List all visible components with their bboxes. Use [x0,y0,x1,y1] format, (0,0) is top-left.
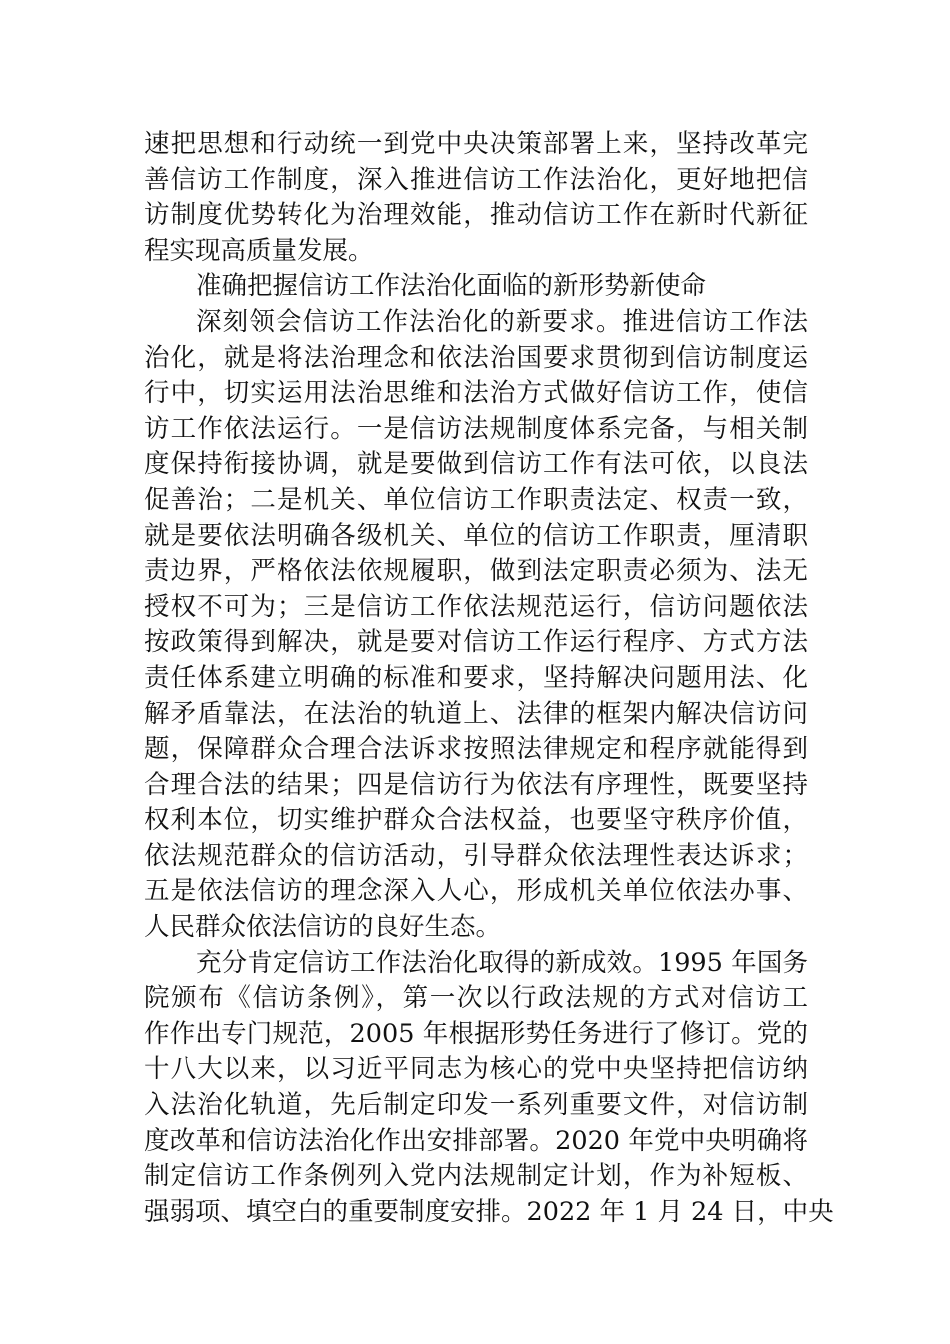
text-line: 院颁布《信访条例》，第一次以行政法规的方式对信访工 [144,983,808,1014]
text-line: 人民群众依法信访的良好生态。 [144,912,502,943]
section-heading [144,269,808,305]
text-line: 五是依法信访的理念深入人心，形成机关单位依法办事、 [144,876,808,907]
text-line: 作作出专门规范，2005 年根据形势任务进行了修订。党的 [144,1018,808,1049]
paragraph-new-requirements [144,305,808,946]
text-line: 深刻领会信访工作法治化的新要求。推进信访工作法 [196,306,808,337]
text-line: 程实现高质量发展。 [144,235,374,266]
text-line: 充分肯定信访工作法治化取得的新成效。1995 年国务 [196,947,808,978]
text-line: 就是要依法明确各级机关、单位的信访工作职责，厘清职 [144,520,808,551]
text-line: 促善治；二是机关、单位信访工作职责法定、权责一致， [144,484,808,515]
text-line: 善信访工作制度，深入推进信访工作法治化，更好地把信 [144,164,808,195]
document-page [144,127,834,1230]
text-line: 解矛盾靠法，在法治的轨道上、法律的框架内解决信访问 [144,698,808,729]
text-line: 度改革和信访法治化作出安排部署。2020 年党中央明确将 [144,1125,808,1156]
text-line: 合理合法的结果；四是信访行为依法有序理性，既要坚持 [144,769,808,800]
text-line: 访工作依法运行。一是信访法规制度体系完备，与相关制 [144,413,808,444]
text-line: 制定信访工作条例列入党内法规制定计划，作为补短板、 [144,1161,808,1192]
text-line: 速把思想和行动统一到党中央决策部署上来，坚持改革完 [144,129,808,159]
heading-text: 准确把握信访工作法治化面临的新形势新使命 [196,271,707,302]
paragraph-continuation [144,127,808,269]
text-line: 行中，切实运用法治思维和法治方式做好信访工作，使信 [144,378,808,409]
text-line: 责任体系建立明确的标准和要求，坚持解决问题用法、化 [144,662,808,693]
text-line: 访制度优势转化为治理效能，推动信访工作在新时代新征 [144,200,808,231]
paragraph-new-achievements [144,946,834,1231]
text-line: 按政策得到解决，就是要对信访工作运行程序、方式方法 [144,627,808,658]
text-line: 度保持衔接协调，就是要做到信访工作有法可依，以良法 [144,449,808,480]
text-line: 入法治化轨道，先后制定印发一系列重要文件，对信访制 [144,1090,808,1121]
text-line: 权利本位，切实维护群众合法权益，也要坚守秩序价值， [144,805,808,836]
text-line: 治化，就是将法治理念和依法治国要求贯彻到信访制度运 [144,342,808,373]
text-line: 授权不可为；三是信访工作依法规范运行，信访问题依法 [144,591,808,622]
text-line: 责边界，严格依法依规履职，做到法定职责必须为、法无 [144,556,808,587]
text-line: 十八大以来，以习近平同志为核心的党中央坚持把信访纳 [144,1054,808,1085]
text-line: 题，保障群众合理合法诉求按照法律规定和程序就能得到 [144,734,808,765]
text-line: 强弱项、填空白的重要制度安排。2022 年 1 月 24 日，中央 [144,1196,834,1227]
text-line: 依法规范群众的信访活动，引导群众依法理性表达诉求； [144,840,808,871]
